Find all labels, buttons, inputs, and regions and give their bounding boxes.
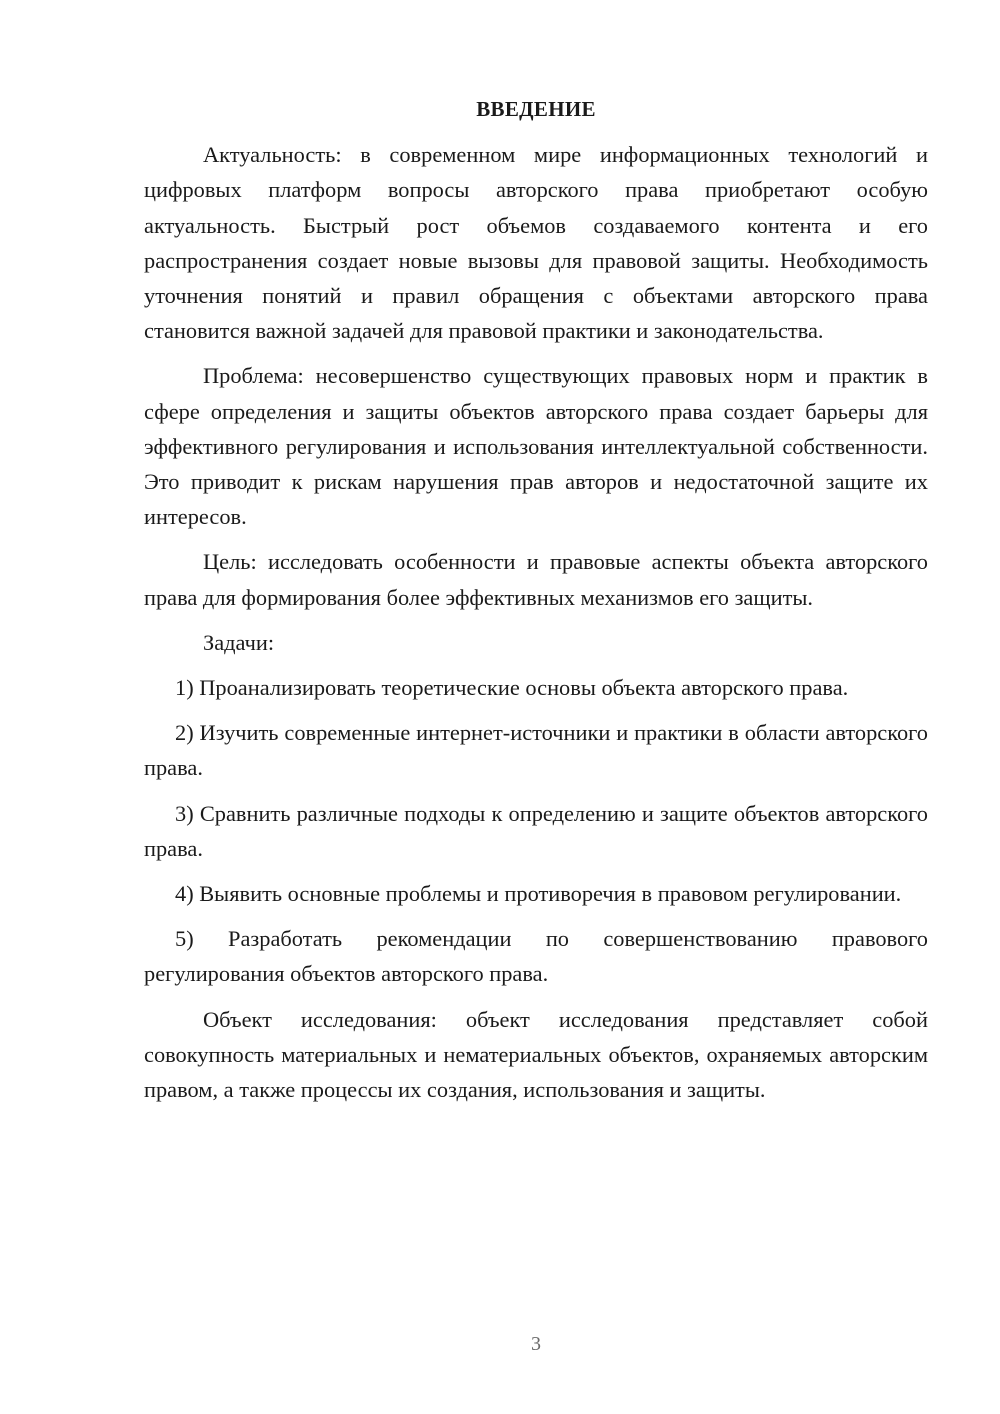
task-item: 5) Разработать рекомендации по совершенствованию правового регулирования объектов авторского права. [144,926,928,987]
page-content [144,92,928,1117]
paragraph-problem: Проблема: несовершенство существующих правовых норм и практик в сфере определения и защиты объектов авторского права создает барьеры для эффективного регулирования и использования интеллектуальной собственности. Это приводит к рискам нарушения прав авторов и недостаточной защите их интересов. [144,363,928,530]
task-item: 1) Проанализировать теоретические основы объекта авторского права. [175,675,849,701]
tasks-heading: Задачи: [203,629,275,655]
section-title: ВВЕДЕНИЕ [476,97,596,121]
paragraph-relevance: Актуальность: в современном мире информационных технологий и цифровых платформ вопросы авторского права приобретают особую актуальность. Быстрый рост объемов создаваемого контента и его распространения создает новые вызовы для правовой защиты. Необходимость уточнения понятий и правил обращения с объектами авторского права становится важной задачей для правовой практики и законодательства. [144,142,928,344]
task-item: 3) Сравнить различные подходы к определению и защите объектов авторского права. [144,800,928,861]
task-item: 2) Изучить современные интернет-источники и практики в области авторского права. [144,720,928,781]
tasks-list [144,670,928,992]
page-number: 3 [531,1333,541,1355]
task-item: 4) Выявить основные проблемы и противоречия в правовом регулировании. [175,881,902,907]
paragraph-goal: Цель: исследовать особенности и правовые аспекты объекта авторского права для формирования более эффективных механизмов его защиты. [144,549,928,610]
paragraph-object: Объект исследования: объект исследования представляет собой совокупность материальных и нематериальных объектов, охраняемых авторским правом, а также процессы их создания, использования и защиты. [144,1006,928,1103]
